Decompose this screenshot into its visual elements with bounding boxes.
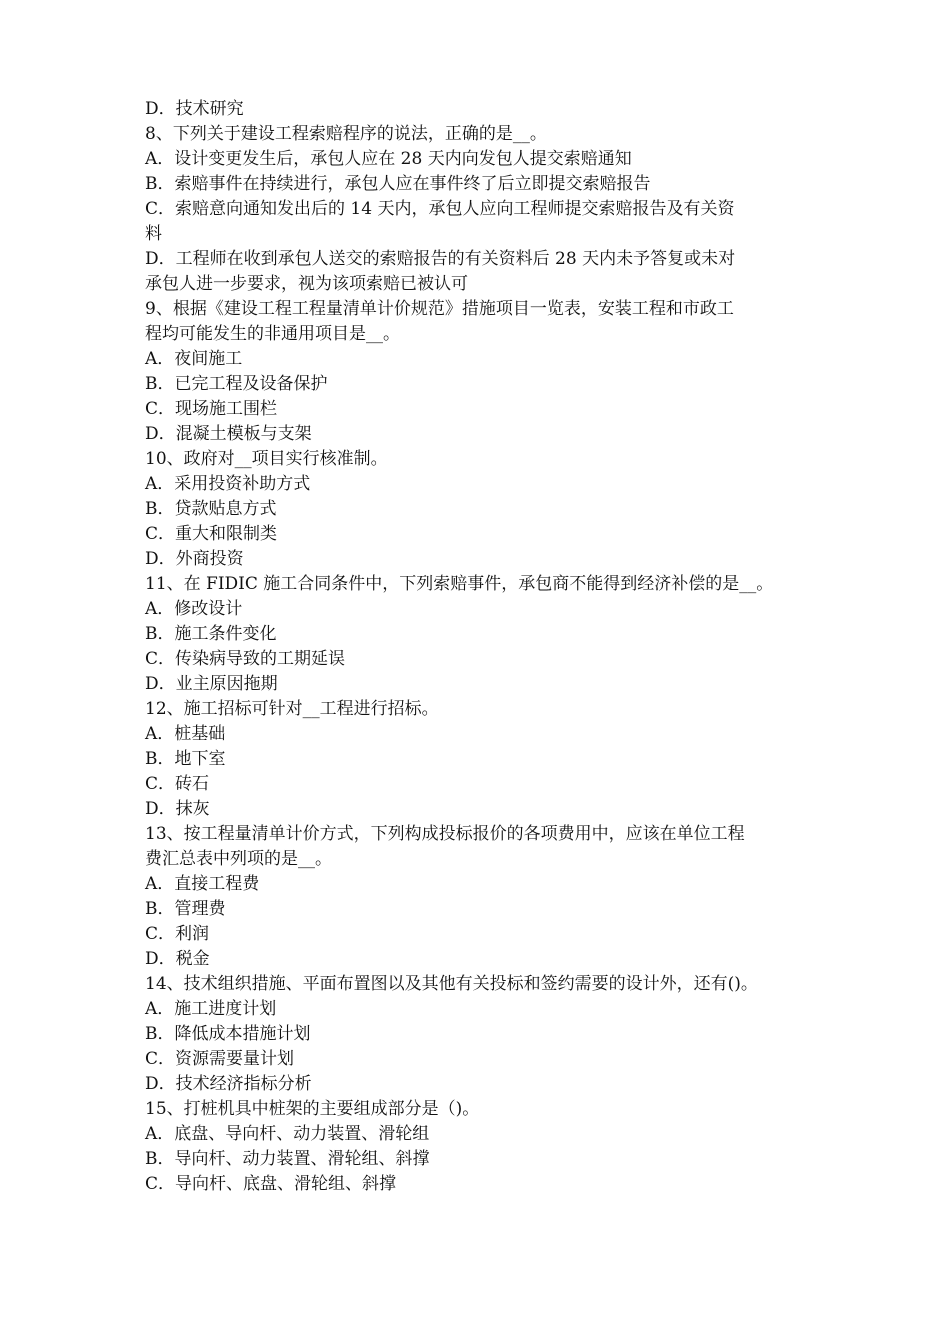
answer-option: A．底盘、导向杆、动力装置、滑轮组 [145, 1124, 430, 1144]
answer-option: A．夜间施工 [145, 349, 243, 369]
answer-option: D．业主原因拖期 [145, 674, 278, 694]
answer-option: A．直接工程费 [145, 874, 260, 894]
answer-option-continued: 承包人进一步要求，视为该项索赔已被认可 [145, 274, 468, 294]
answer-option: B．施工条件变化 [145, 624, 277, 644]
answer-option: B．管理费 [145, 899, 226, 919]
answer-option: B．地下室 [145, 749, 226, 769]
question-text: 8、下列关于建设工程索赔程序的说法，正确的是__。 [145, 124, 547, 144]
answer-option: D．外商投资 [145, 549, 244, 569]
question-text: 11、在 FIDIC 施工合同条件中，下列索赔事件，承包商不能得到经济补偿的是__。 [145, 574, 774, 594]
answer-option: C．导向杆、底盘、滑轮组、斜撑 [145, 1174, 397, 1194]
answer-option: B．已完工程及设备保护 [145, 374, 328, 394]
answer-option: A．采用投资补助方式 [145, 474, 311, 494]
answer-option: B．贷款贴息方式 [145, 499, 277, 519]
question-text: 15、打桩机具中桩架的主要组成部分是（)。 [145, 1099, 480, 1119]
answer-option: D．税金 [145, 949, 210, 969]
question-text: 9、根据《建设工程工程量清单计价规范》措施项目一览表，安装工程和市政工 [145, 299, 734, 319]
answer-option: C．资源需要量计划 [145, 1049, 295, 1069]
answer-option: C．现场施工围栏 [145, 399, 278, 419]
answer-option-continued: 料 [145, 224, 162, 244]
answer-option: B．索赔事件在持续进行，承包人应在事件终了后立即提交索赔报告 [145, 174, 651, 194]
question-text: 14、技术组织措施、平面布置图以及其他有关投标和签约需要的设计外，还有()。 [145, 974, 758, 994]
question-text: 12、施工招标可针对__工程进行招标。 [145, 699, 439, 719]
answer-option: C．传染病导致的工期延误 [145, 649, 346, 669]
answer-option: D．抹灰 [145, 799, 210, 819]
answer-option: A．桩基础 [145, 724, 226, 744]
answer-option: A．设计变更发生后，承包人应在 28 天内向发包人提交索赔通知 [145, 149, 632, 169]
document-page [145, 97, 810, 1197]
answer-option: B．导向杆、动力装置、滑轮组、斜撑 [145, 1149, 430, 1169]
answer-option: C．重大和限制类 [145, 524, 278, 544]
question-text: 10、政府对__项目实行核准制。 [145, 449, 388, 469]
answer-option: B．降低成本措施计划 [145, 1024, 311, 1044]
question-text: 13、按工程量清单计价方式，下列构成投标报价的各项费用中，应该在单位工程 [145, 824, 745, 844]
answer-option: D．混凝土模板与支架 [145, 424, 312, 444]
answer-option: A．修改设计 [145, 599, 243, 619]
answer-option: D．技术研究 [145, 99, 244, 119]
answer-option: A．施工进度计划 [145, 999, 277, 1019]
answer-option: D．工程师在收到承包人送交的索赔报告的有关资料后 28 天内未予答复或未对 [145, 249, 736, 269]
answer-option: C．索赔意向通知发出后的 14 天内，承包人应向工程师提交索赔报告及有关资 [145, 199, 735, 219]
answer-option: D．技术经济指标分析 [145, 1074, 312, 1094]
answer-option: C．利润 [145, 924, 210, 944]
question-text-continued: 费汇总表中列项的是__。 [145, 849, 332, 869]
question-text-continued: 程均可能发生的非通用项目是__。 [145, 324, 400, 344]
answer-option: C．砖石 [145, 774, 210, 794]
